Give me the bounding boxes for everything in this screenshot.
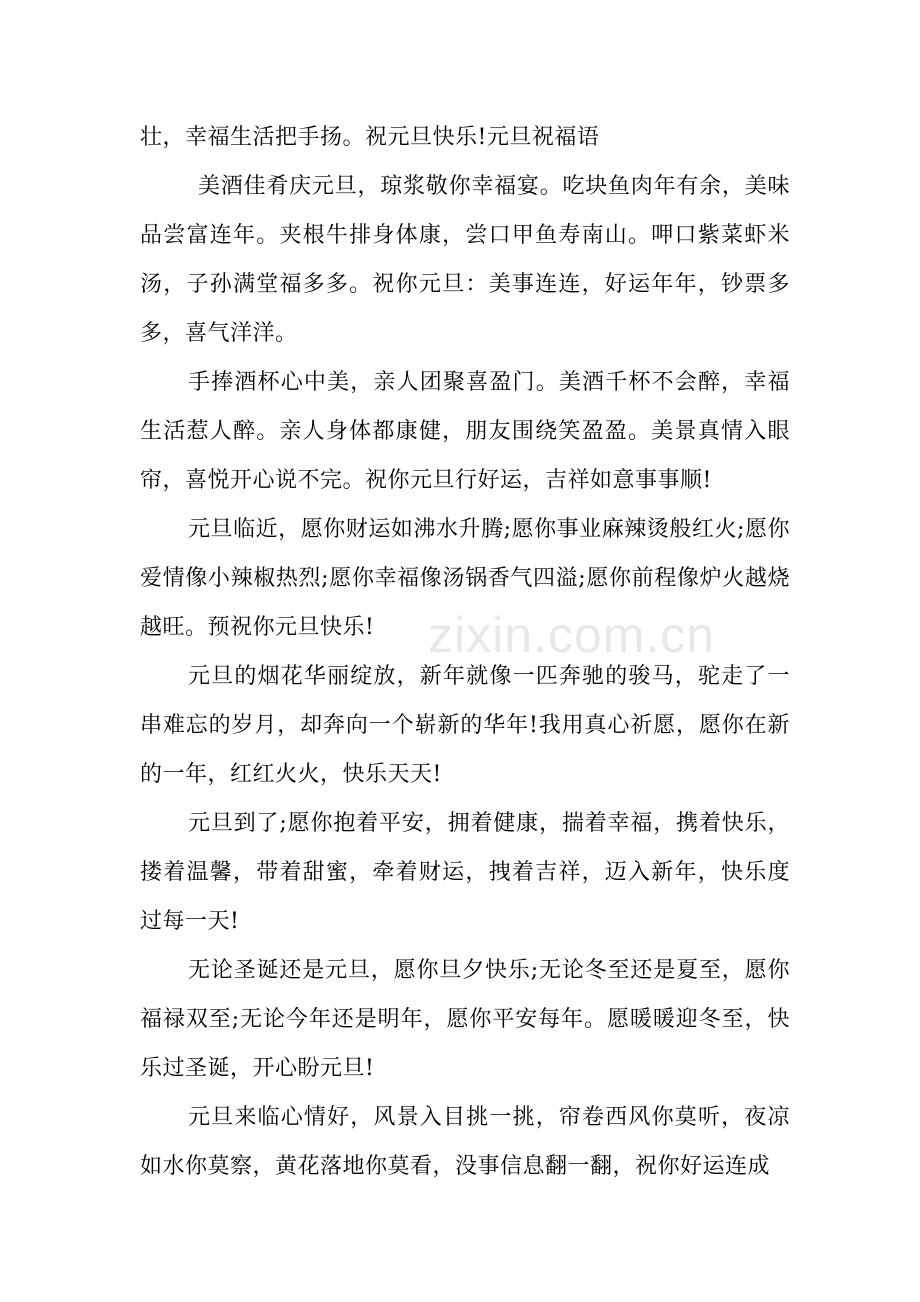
paragraph-5: 元旦的烟花华丽绽放，新年就像一匹奔驰的骏马，驼走了一串难忘的岁月，却奔向一个崭新的华年!我用真心祈愿，愿你在新的一年，红红火火，快乐天天! (140, 664, 790, 787)
paragraph-6: 元旦到了;愿你抱着平安，拥着健康，揣着幸福，携着快乐，搂着温馨，带着甜蜜，牵着财运，拽着吉祥，迈入新年，快乐度过每一天! (140, 811, 790, 934)
document-body (140, 113, 790, 1191)
paragraph-4: 元旦临近，愿你财运如沸水升腾;愿你事业麻辣烫般红火;愿你爱情像小辣椒热烈;愿你幸福像汤锅香气四溢;愿你前程像炉火越烧越旺。预祝你元旦快乐! (140, 517, 790, 640)
paragraph-7: 无论圣诞还是元旦，愿你旦夕快乐;无论冬至还是夏至，愿你福禄双至;无论今年还是明年，愿你平安每年。愿暖暖迎冬至，快乐过圣诞，开心盼元旦! (140, 958, 790, 1081)
paragraph-3: 手捧酒杯心中美，亲人团聚喜盈门。美酒千杯不会醉，幸福生活惹人醉。亲人身体都康健，朋友围绕笑盈盈。美景真情入眼帘，喜悦开心说不完。祝你元旦行好运，吉祥如意事事顺! (140, 370, 790, 493)
paragraph-8: 元旦来临心情好，风景入目挑一挑，帘卷西风你莫听，夜凉如水你莫察，黄花落地你莫看，没事信息翻一翻，祝你好运连成 (140, 1105, 790, 1179)
paragraph-1: 壮，幸福生活把手扬。祝元旦快乐!元旦祝福语 (140, 125, 600, 150)
watermark: zixin.com.cn (428, 607, 716, 663)
paragraph-2: 美酒佳肴庆元旦，琼浆敬你幸福宴。吃块鱼肉年有余，美味品尝富连年。夹根牛排身体康，尝口甲鱼寿南山。呷口紫菜虾米汤，子孙满堂福多多。祝你元旦：美事连连，好运年年，钞票多多，喜气洋洋。 (140, 174, 790, 346)
